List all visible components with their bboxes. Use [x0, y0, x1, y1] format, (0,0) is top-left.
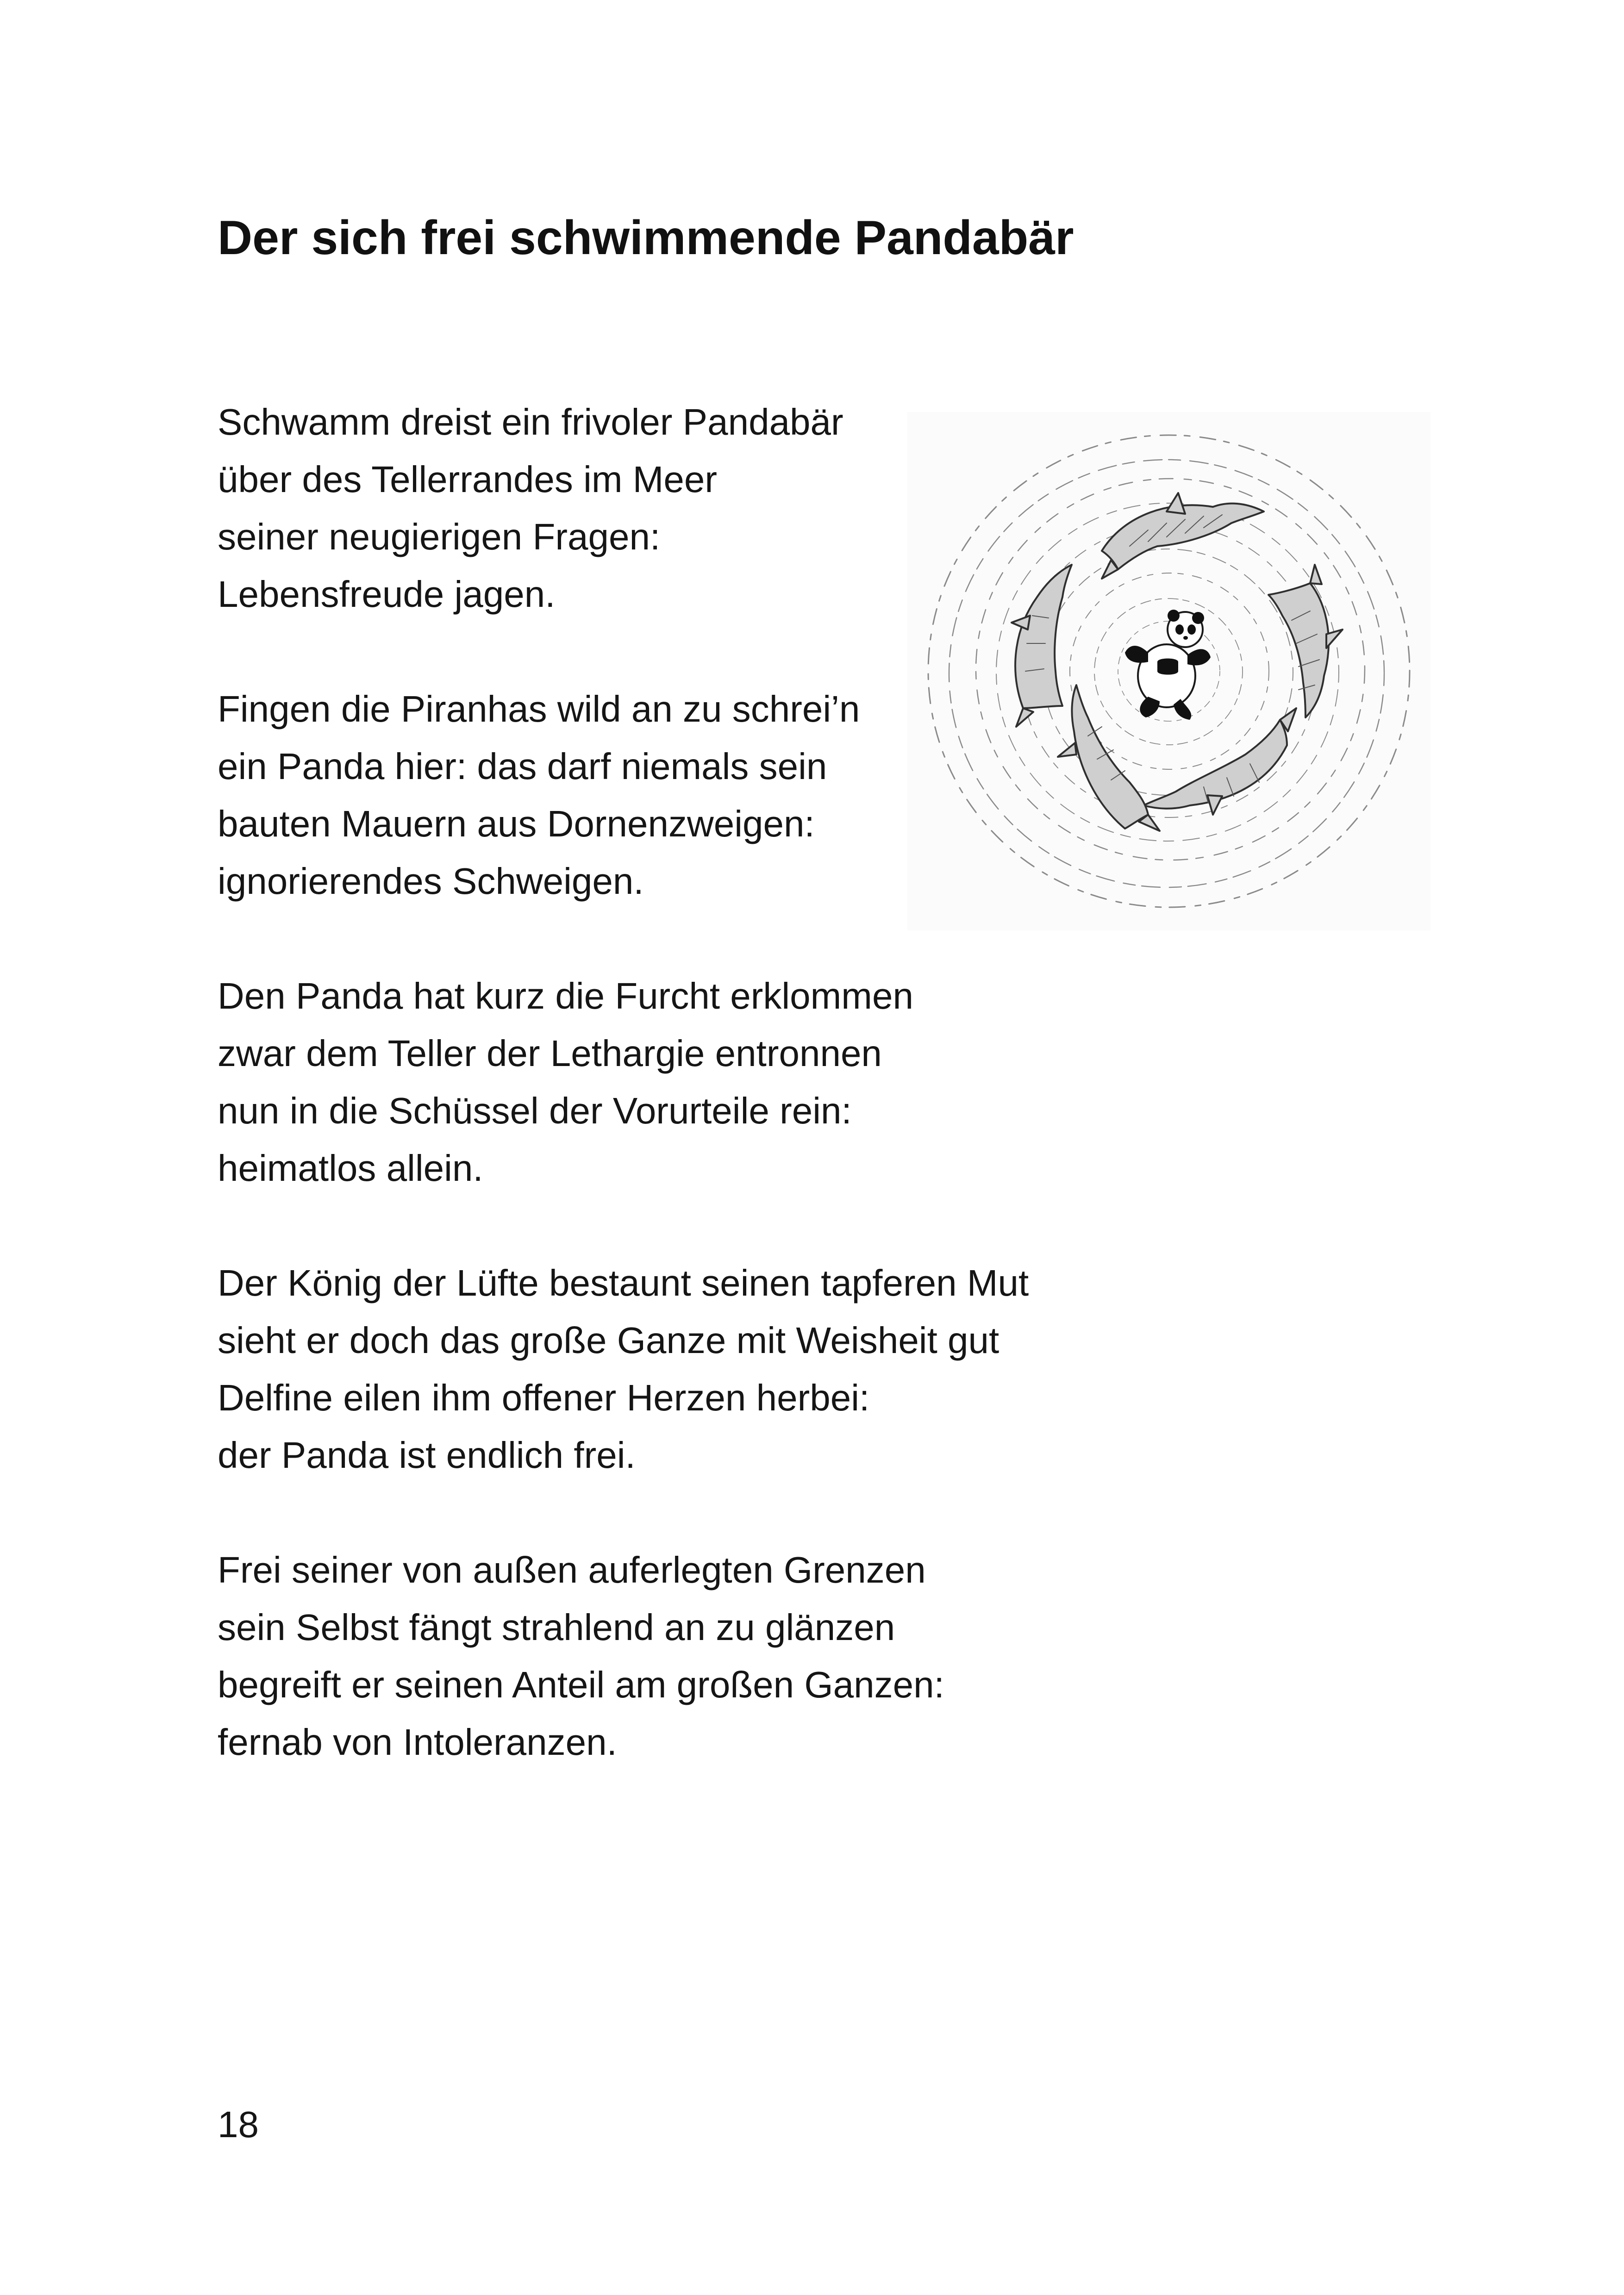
poem-line: Lebensfreude jagen. — [218, 574, 556, 615]
dolphin — [1268, 583, 1329, 717]
poem-line: Fingen die Piranhas wild an zu schrei’n — [218, 688, 860, 730]
poem-line: sein Selbst fängt strahlend an zu glänzen — [218, 1607, 895, 1648]
page-number: 18 — [218, 2104, 259, 2145]
poem-line: fernab von Intoleranzen. — [218, 1721, 617, 1763]
poem-line: ein Panda hier: das darf niemals sein — [218, 746, 827, 787]
poem-title: Der sich frei schwimmende Pandabär — [218, 211, 1074, 265]
poem-line: Frei seiner von außen auferlegten Grenzen — [218, 1549, 926, 1590]
poem-line: seiner neugierigen Fragen: — [218, 516, 661, 557]
poem-line: begreift er seinen Anteil am großen Ganzen: — [218, 1664, 944, 1705]
stanza-5 — [218, 1541, 1190, 1771]
poem-line: sieht er doch das große Ganze mit Weisheit gut — [218, 1320, 999, 1361]
dolphin — [1015, 565, 1072, 708]
panda-dolphins-drawing — [907, 412, 1430, 930]
panda-dolphins-illustration — [907, 412, 1430, 930]
poem-line: zwar dem Teller der Lethargie entronnen — [218, 1033, 882, 1074]
poem-line: der Panda ist endlich frei. — [218, 1434, 636, 1476]
poem-line: Delfine eilen ihm offener Herzen herbei: — [218, 1377, 870, 1418]
poem-line: ignorierendes Schweigen. — [218, 861, 644, 902]
dolphin — [1072, 685, 1148, 829]
poem-line: Den Panda hat kurz die Furcht erklommen — [218, 975, 913, 1017]
poem-line: Der König der Lüfte bestaunt seinen tapferen Mut — [218, 1262, 1029, 1303]
stanza-3 — [218, 967, 1190, 1197]
stanza-4 — [218, 1254, 1190, 1484]
poem-line: heimatlos allein. — [218, 1148, 483, 1189]
panda — [1125, 610, 1211, 720]
poem-line: nun in die Schüssel der Vorurteile rein: — [218, 1090, 852, 1131]
poem-line: bauten Mauern aus Dornenzweigen: — [218, 803, 815, 844]
poem-line: über des Tellerrandes im Meer — [218, 459, 718, 500]
poem-line: Schwamm dreist ein frivoler Pandabär — [218, 401, 843, 443]
